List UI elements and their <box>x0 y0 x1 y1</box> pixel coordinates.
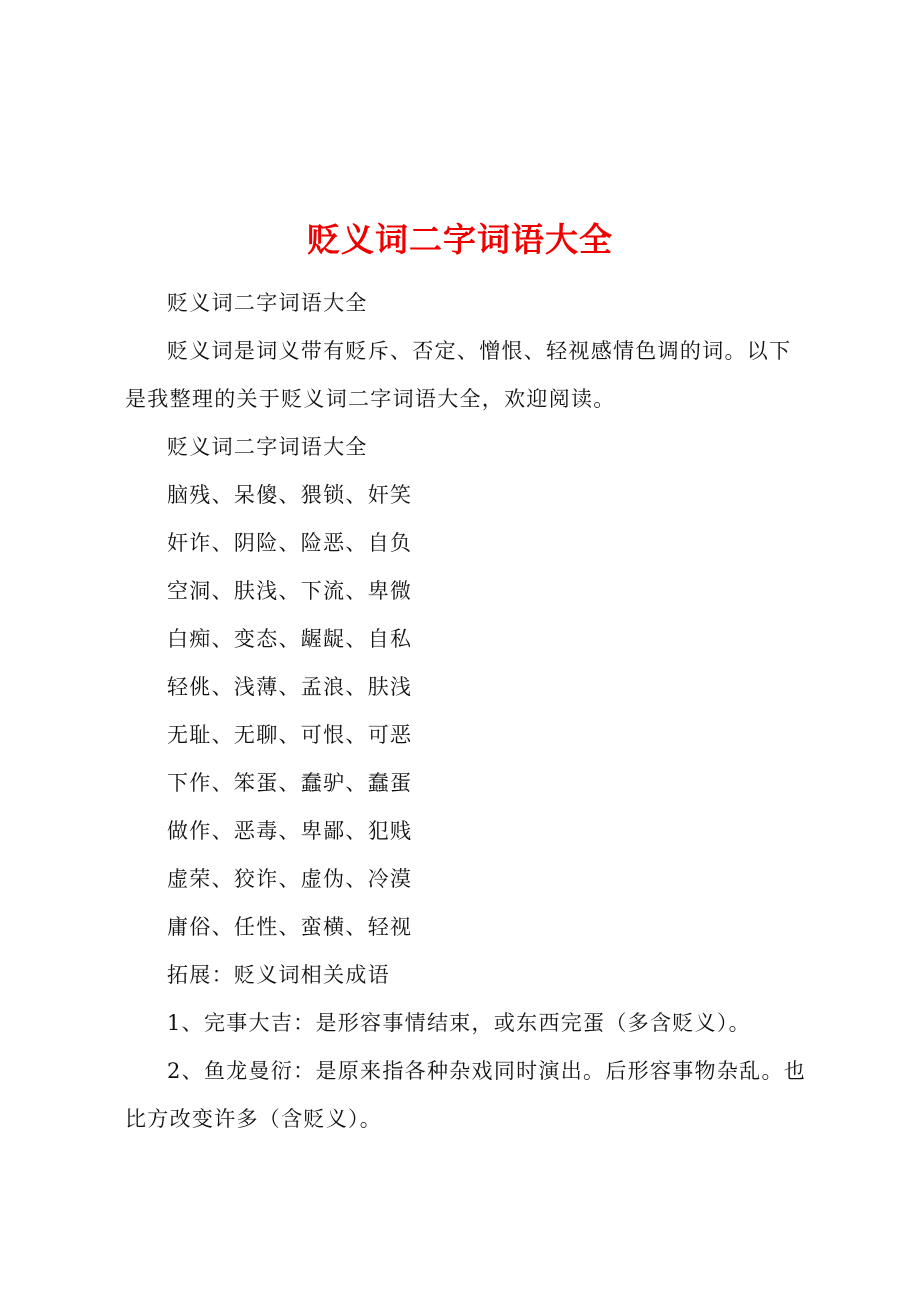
paragraph-section-heading: 贬义词二字词语大全 <box>167 435 368 459</box>
word-list-line: 白痴、变态、龌龊、自私 <box>167 627 413 651</box>
paragraph-subtitle: 贬义词二字词语大全 <box>167 291 368 315</box>
paragraph-intro: 贬义词是词义带有贬斥、否定、憎恨、轻视感情色调的词。以下是我整理的关于贬义词二字词语大全，欢迎阅读。 <box>125 339 792 411</box>
word-list-line: 下作、笨蛋、蠢驴、蠢蛋 <box>167 771 413 795</box>
idiom-item: 2、鱼龙曼衍：是原来指各种杂戏同时演出。后形容事物杂乱。也比方改变许多（含贬义）。 <box>125 1059 807 1131</box>
idiom-item: 1、完事大吉：是形容事情结束，或东西完蛋（多含贬义）。 <box>167 1011 751 1035</box>
word-list-line: 虚荣、狡诈、虚伪、冷漠 <box>167 867 413 891</box>
word-list-line: 做作、恶毒、卑鄙、犯贱 <box>167 819 413 843</box>
word-list-line: 空洞、肤浅、下流、卑微 <box>167 579 413 603</box>
word-list-line: 庸俗、任性、蛮横、轻视 <box>167 915 413 939</box>
word-list-line: 无耻、无聊、可恨、可恶 <box>167 723 413 747</box>
word-list-line: 奸诈、阴险、险恶、自负 <box>167 531 413 555</box>
paragraph-extension-heading: 拓展：贬义词相关成语 <box>167 963 390 987</box>
document-title: 贬义词二字词语大全 <box>307 220 613 260</box>
word-list-line: 轻佻、浅薄、孟浪、肤浅 <box>167 675 413 699</box>
document-body <box>125 279 807 1143</box>
word-list-line: 脑残、呆傻、猥锁、奸笑 <box>167 483 413 507</box>
